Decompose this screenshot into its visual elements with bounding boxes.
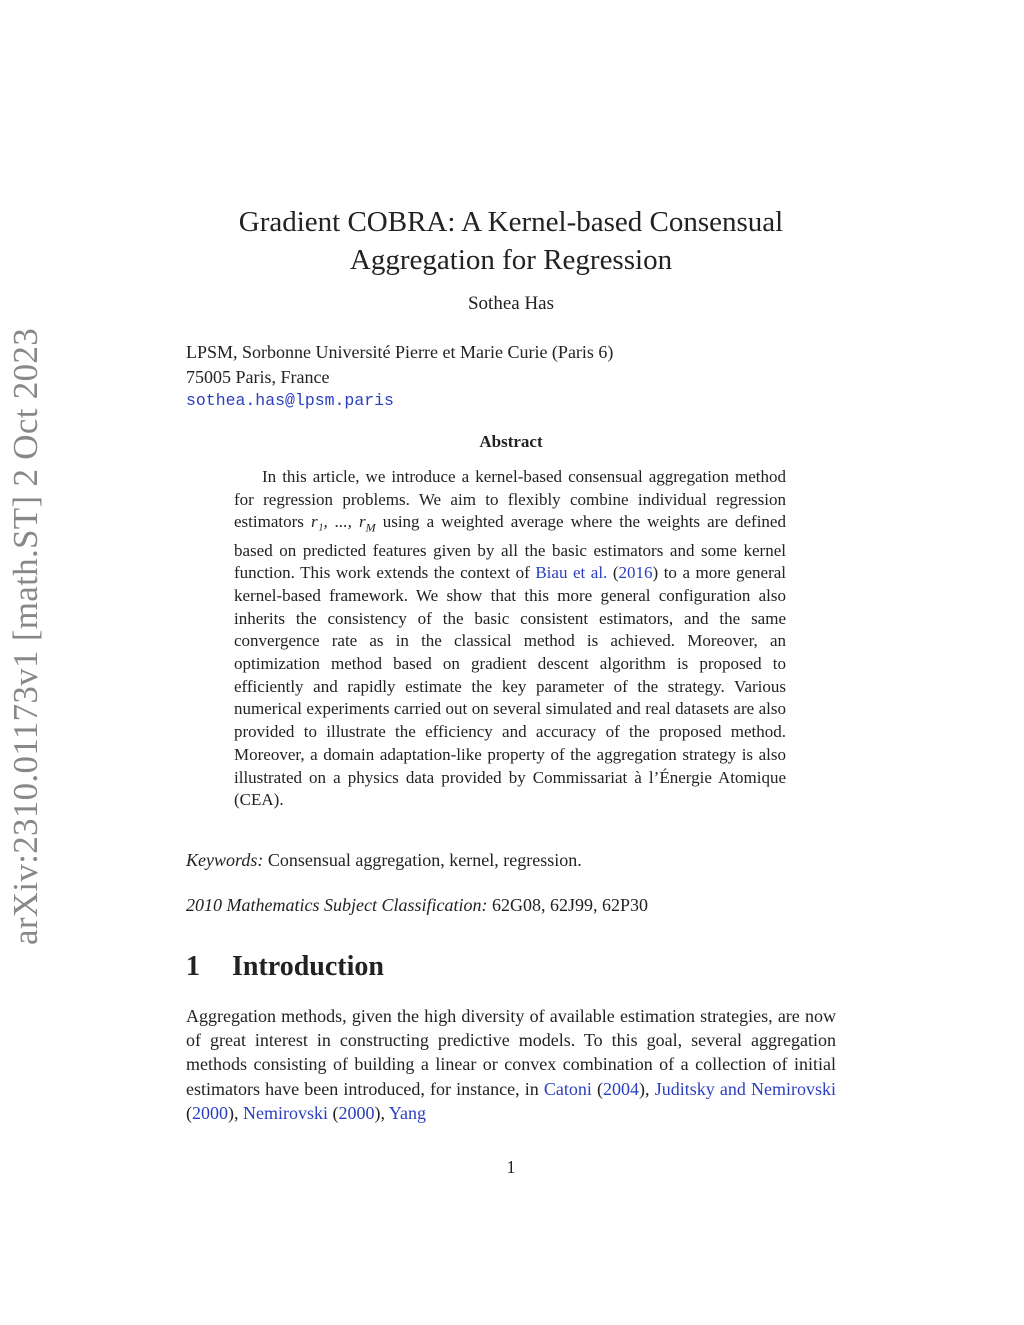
msc-line <box>186 895 648 916</box>
section-title: Introduction <box>232 951 384 982</box>
arxiv-identifier-stamp: arXiv:2310.01173v1 [math.ST] 2 Oct 2023 <box>6 328 45 945</box>
affiliation-line-1: LPSM, Sorbonne Université Pierre et Marie Curie (Paris 6) <box>186 342 614 362</box>
title-line-1: Gradient COBRA: A Kernel-based Consensual <box>238 206 784 238</box>
abstract-text-part1: In this article, we introduce a kernel-based consensual aggregation method for regression problems. We aim to flexibly combine individual regression estimators <box>234 467 786 532</box>
keywords-line <box>186 850 582 871</box>
msc-codes: 62G08, 62J99, 62P30 <box>491 895 648 915</box>
citation-nemirovski-link[interactable]: Nemirovski <box>243 1102 328 1123</box>
abstract-text-part2: using a weighted average where the weights are defined based on predicted features given by all the basic estimators and some kernel function. This work extends the context of <box>234 512 786 583</box>
intro-text: Aggregation methods, given the high diversity of available estimation strategies, are now of great interest in constructing predictive models. To this goal, several aggregation methods consisting of building a linear or convex combination of a collection of initial estimators have been introduced, for instance, in <box>186 1006 836 1099</box>
citation-juditsky-year-link[interactable]: 2000 <box>192 1102 228 1123</box>
keywords-text: Consensual aggregation, kernel, regression. <box>267 850 582 870</box>
citation-yang-link[interactable]: Yang <box>388 1102 427 1123</box>
section-number: 1 <box>186 951 200 982</box>
msc-label: 2010 Mathematics Subject Classification: <box>186 895 488 915</box>
citation-catoni-link[interactable]: Catoni <box>543 1078 592 1099</box>
abstract-body: In this article, we introduce a kernel-based consensual aggregation method for regression problems. We aim to flexibly combine individual regression estimators r₁, ..., $r_M$ using a weighted average where the weights are defined based on predicted features given by all the basic estimators and some kernel function. This work extends the context of Biau et al. (2016) to a more general kernel-based framework. We show that this more general configuration also inherits the consistency of the basic consistent estimators, and the same convergence rate as in the classical method is achieved. Moreover, an optimization method based on gradient descent algorithm is proposed to efficiently and rapidly estimate the key parameter of the strategy. Various numerical experiments carried out on several simulated and real datasets are also provided to illustrate the efficiency and accuracy of the proposed method. Moreover, a domain adaptation-like property of the aggregation strategy is also illustrated on a physics data provided by Commissariat à l’Énergie Atomique (CEA). <box>234 467 786 810</box>
citation-juditsky-link[interactable]: Juditsky and Nemirovski <box>654 1078 836 1099</box>
author-name: Sothea Has <box>467 293 554 314</box>
page-number: 1 <box>506 1157 516 1177</box>
keywords-label: Keywords: <box>186 850 264 870</box>
affiliation-line-2: 75005 Paris, France <box>186 366 330 387</box>
introduction-paragraph: Aggregation methods, given the high diversity of available estimation strategies, are now of great interest in constructing predictive models. To this goal, several aggregation methods consisting of building a linear or convex combination of a collection of initial estimators have been introduced, for instance, in Catoni (2004), Juditsky and Nemirovski (2000), Nemirovski (2000), Yang <box>186 1006 836 1123</box>
title-line-2: Aggregation for Regression <box>349 244 673 276</box>
affiliation-block <box>186 340 613 414</box>
abstract-text-part3: to a more general kernel-based framework. We show that this more general configuration also inherits the consistency of the basic consistent estimators, and the same convergence rate as in the classical method is achieved. Moreover, an optimization method based on gradient descent algorithm is proposed to efficiently and rapidly estimate the key parameter of the strategy. Various numerical experiments carried out on several simulated and real datasets are also provided to illustrate the efficiency and accuracy of the proposed method. Moreover, a domain adaptation-like property of the aggregation strategy is also illustrated on a physics data provided by Commissariat à l’Énergie Atomique (CEA). <box>234 563 786 810</box>
math-estimators: r₁, ..., $r_M$ <box>310 512 376 535</box>
author-email-link[interactable]: sothea.has@lpsm.paris <box>186 391 394 410</box>
citation-biau-link[interactable]: Biau et al. <box>535 563 608 583</box>
paper-title <box>140 203 882 279</box>
section-heading-introduction <box>186 951 384 983</box>
citation-nemirovski-year-link[interactable]: 2000 <box>338 1102 375 1123</box>
citation-biau-year-link[interactable]: 2016 <box>618 563 653 583</box>
citation-catoni-year-link[interactable]: 2004 <box>603 1078 640 1099</box>
abstract-heading: Abstract <box>479 432 543 451</box>
